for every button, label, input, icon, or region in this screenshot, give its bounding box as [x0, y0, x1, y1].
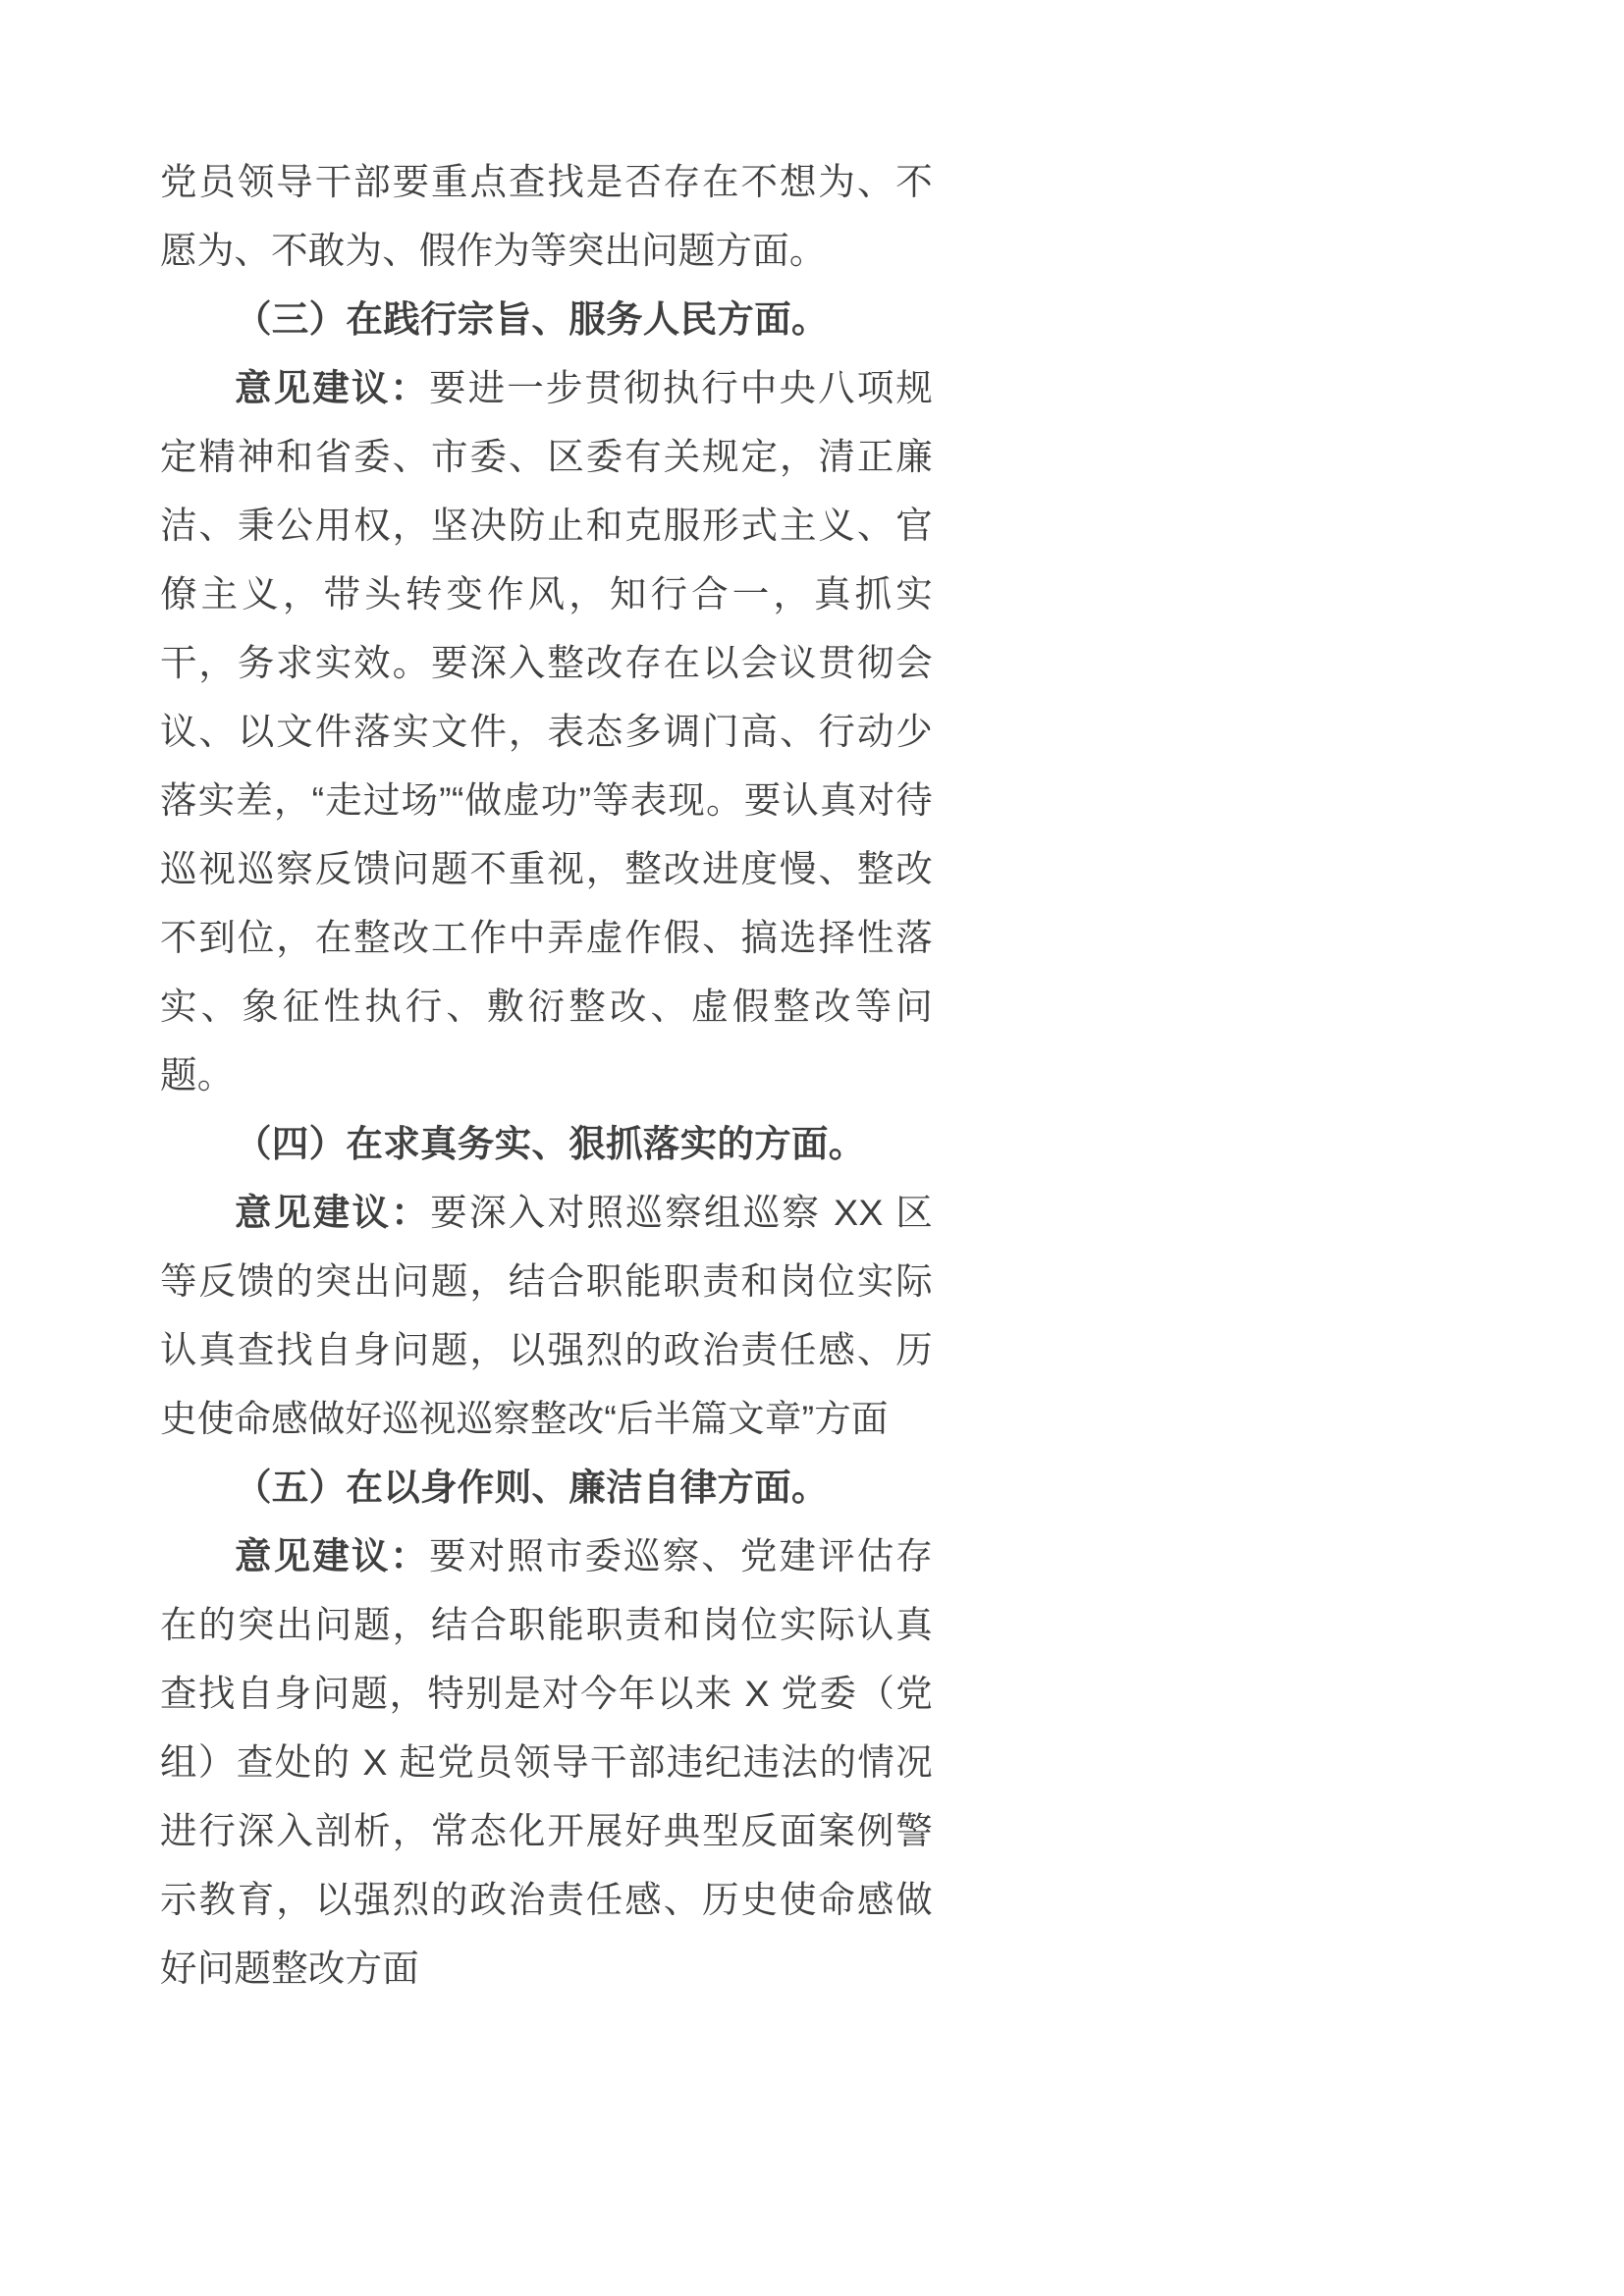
paragraph-lead-label-four: 意见建议： — [235, 1192, 431, 1233]
paragraph-continued: 党员领导干部要重点查找是否存在不想为、不愿为、不敢为、假作为等突出问题方面。 — [160, 161, 933, 271]
paragraph-text-three: 要进一步贯彻执行中央八项规定精神和省委、市委、区委有关规定，清正廉洁、秉公用权，坚决防止和克服形式主义、官僚主义，带头转变作风，知行合一，真抓实干，务求实效。要深入整改存在以会议贯彻会议、以文件落实文件，表态多调门高、行动少落实差，“走过场”“做虚功”等表现。要认真对待巡视巡察反馈问题不重视，整改进度慢、整改不到位，在整改工作中弄虚作假、搞选择性落实、象征性执行、敷衍整改、虚假整改等问题。 — [160, 367, 933, 1095]
section-heading-three: （三）在践行宗旨、服务人民方面。 — [235, 298, 829, 340]
paragraph-text-five: 要对照市委巡察、党建评估存在的突出问题，结合职能职责和岗位实际认真查找自身问题，特别是对今年以来 X 党委（党组）查处的 X 起党员领导干部违纪违法的情况进行深入剖析，常态化开展好典型反面案例警示教育，以强烈的政治责任感、历史使命感做好问题整改方面 — [160, 1535, 933, 1989]
paragraph-text-four: 要深入对照巡察组巡察 XX 区等反馈的突出问题，结合职能职责和岗位实际认真查找自身问题，以强烈的政治责任感、历史使命感做好巡视巡察整改“后半篇文章”方面 — [160, 1192, 933, 1439]
paragraph-section-five — [160, 1522, 933, 2002]
paragraph-section-three — [160, 353, 933, 1109]
section-heading-four: （四）在求真务实、狠抓落实的方面。 — [235, 1123, 866, 1164]
section-heading-five: （五）在以身作则、廉洁自律方面。 — [235, 1467, 829, 1508]
paragraph-lead-label-five: 意见建议： — [235, 1535, 430, 1576]
document-body — [160, 147, 933, 2002]
paragraph-lead-label-three: 意见建议： — [235, 367, 430, 408]
paragraph-section-four — [160, 1178, 933, 1453]
